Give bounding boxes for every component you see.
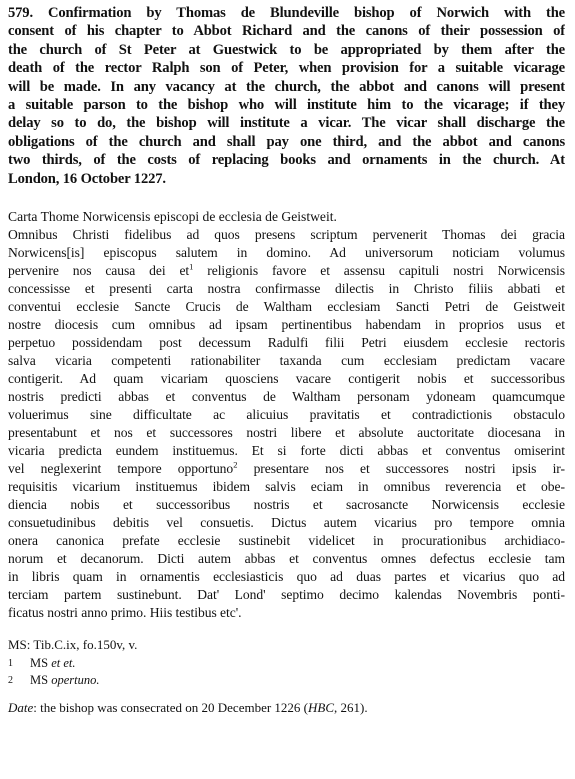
charter-line: concessisse et presenti carta nostra confirmasse dilectis in Christo filiis abbati et — [8, 281, 565, 297]
charter-line-part: vel neglexerint tempore opportuno — [8, 461, 234, 477]
footnotes — [8, 655, 565, 689]
charter-line — [8, 262, 565, 280]
footnote — [8, 655, 565, 672]
summary-line: a suitable parson to the bishop who will institute him to the vicarage; if they — [8, 97, 565, 114]
date-label: Date — [8, 700, 34, 716]
charter-line: nostris predicti abbas et conventus de Waltham personam ydoneam quamcumque — [8, 389, 565, 405]
summary-line: will be made. In any vacancy at the church, the abbot and canons will present — [8, 78, 565, 95]
charter-line: in libris quam in ornamentis ecclesiasticis quo ad duas partes et vicarius quo ad — [8, 569, 565, 585]
charter-line: conventui ecclesie Sancte Crucis de Waltham ecclesiam Sancti Petri de Geistweit — [8, 299, 565, 315]
charter-line: norum et decanorum. Dicti autem abbas et conventus omnes defectus ecclesie tam — [8, 551, 565, 567]
charter-line-part: religionis favore et assensu capituli nostri Norwicensis — [207, 263, 565, 279]
footnote-mark: 2 — [233, 460, 238, 470]
calendar-summary — [8, 4, 565, 188]
date-note — [8, 699, 565, 716]
summary-line: delay so to do, the bishop will institute a vicar. The vicar shall discharge the — [8, 115, 565, 132]
footnote-text — [30, 672, 99, 689]
summary-line: London, 16 October 1227. — [8, 170, 166, 187]
charter-line: consuetudinibus debitis vel consuetis. Dictus autem vicarius pro tempore omnia — [8, 515, 565, 531]
charter-line: nostre diocesis cum omnibus ad ipsam pertinentibus habendam in proprios usus et — [8, 317, 565, 333]
summary-line: consent of his chapter to Abbot Richard and the canons of their possession of — [8, 23, 565, 40]
footnote-number: 2 — [8, 675, 13, 687]
footnote-number: 1 — [8, 658, 13, 670]
charter-line: vicaria predicta eundem instituemus. Et si forte dicti abbas et conventus omiserint — [8, 443, 565, 459]
charter-line: onera canonica prefate ecclesie sustinebit videlicet in procurationibus archidiaco- — [8, 533, 565, 549]
footnote-reading: et et. — [51, 656, 76, 671]
charter-line: salva vicaria competenti rationabiliter taxanda cum ecclesiam predictam vacare — [8, 353, 565, 369]
charter-line-part: pervenire nos causa dei et — [8, 263, 190, 279]
charter-line: voluerimus sine difficultate ac alicuius pravitatis et contradictionis obstaculo — [8, 407, 565, 423]
charter-line: ficatus nostri anno primo. Hiis testibus etc'. — [8, 605, 242, 621]
footnote-prefix: MS — [30, 673, 49, 688]
date-ref: HBC — [308, 700, 335, 716]
summary-line: 579. Confirmation by Thomas de Blundeville bishop of Norwich with the — [8, 5, 565, 21]
charter-line-part: presentare nos et successores nostri ipsis ir- — [253, 461, 565, 477]
charter-text — [8, 226, 565, 622]
charter-line: contigerit. Ad quam vicariam quosciens vacare contigerit nobis et successoribus — [8, 371, 565, 387]
summary-line: two thirds, of the costs of replacing books and ornaments in the church. At — [8, 152, 565, 169]
footnote-text — [30, 655, 76, 672]
manuscript-reference: MS: Tib.C.ix, fo.150v, v. — [8, 637, 138, 653]
charter-rubric: Carta Thome Norwicensis episcopi de ecclesia de Geistweit. — [8, 209, 337, 225]
charter-line: terciam partem sustinebunt. Dat' Lond' septimo decimo kalendas Novembris ponti- — [8, 587, 565, 603]
charter-line — [8, 460, 565, 478]
date-text: : the bishop was consecrated on 20 December 1226 ( — [33, 700, 309, 716]
charter-line: Omnibus Christi fidelibus ad quos presens scriptum pervenerit Thomas dei gracia — [8, 227, 565, 243]
footnote-prefix: MS — [30, 656, 49, 671]
charter-line: diencia nobis et successoribus nostris et sacrosancte Norwicensis ecclesie — [8, 497, 565, 513]
footnote — [8, 672, 565, 689]
charter-line: presentabunt et nos et successores nostri libere et absolute auctoritate diocesana in — [8, 425, 565, 441]
charter-line: perpetuo possidendam post decessum Radulfi filii Petri eiusdem ecclesie rectoris — [8, 335, 565, 351]
summary-line: death of the rector Ralph son of Peter, when provision for a suitable vicarage — [8, 60, 565, 77]
summary-line: the church of St Peter at Guestwick to be appropriated by them after the — [8, 41, 565, 58]
footnote-mark: 1 — [189, 262, 194, 272]
summary-line: obligations of the church and shall pay one third, and the abbot and canons — [8, 133, 565, 150]
charter-line: Norwicens[is] episcopus salutem in domino. Ad universorum noticiam volumus — [8, 245, 565, 261]
charter-line: requisitis vicarium instituemus ibidem salvis eciam in omnibus reverencia et obe- — [8, 479, 565, 495]
date-tail: , 261). — [334, 700, 368, 716]
footnote-reading: opertuno. — [51, 673, 100, 688]
